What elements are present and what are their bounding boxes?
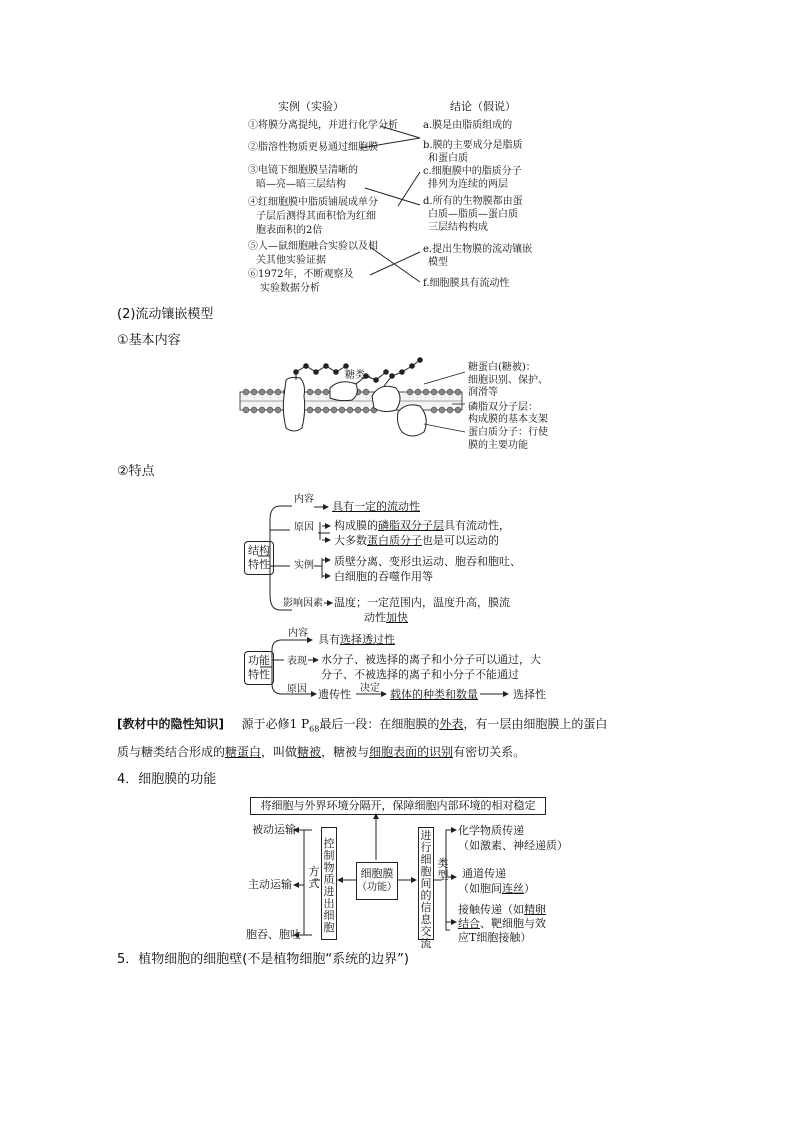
hidden-line1a: 源于必修1 P: [241, 717, 310, 731]
experiment-3-line2: 暗—亮—暗三层结构: [256, 179, 346, 190]
function-reason-c: 选择性: [513, 688, 546, 701]
conclusion-e-line1: e.提出生物膜的流动镶嵌: [423, 244, 533, 255]
function-reason-b: 载体的种类和数量: [390, 688, 478, 701]
type-label: 类型: [437, 857, 449, 882]
structure-box-line1: 结构: [248, 544, 270, 557]
function-trait-line2: 特性: [248, 668, 270, 681]
structure-content-text: [332, 500, 420, 514]
contact-transfer-1: [458, 903, 546, 917]
hidden-line1c: 外表: [439, 717, 464, 731]
conclusion-b-line2: 和蛋白质: [428, 153, 468, 164]
control-box: [321, 827, 337, 940]
structure-reason-1c: 具有流动性，: [444, 519, 510, 532]
structure-content-value: 具有一定的流动性: [332, 500, 420, 513]
conclusion-d-line1: d.所有的生物膜都由蛋: [423, 196, 523, 207]
function-perf-1: 水分子、被选择的离子和小分子可以通过，大: [321, 653, 541, 666]
membrane-bilayer-2: 构成膜的基本支架: [468, 414, 548, 425]
structure-content-label: 内容: [294, 494, 314, 505]
center-box-line2: （功能）: [357, 882, 397, 893]
membrane-bilayer-1: 磷脂双分子层：: [468, 402, 538, 413]
structure-reason-2a: 大多数: [334, 534, 367, 547]
function-perf-2: 分子、不被选择的离子和小分子不能通过: [321, 668, 519, 681]
center-box: [356, 862, 398, 900]
membrane-glyco-1: 糖蛋白(糖被)：: [468, 362, 536, 373]
experiment-4-line3: 胞表面积的2倍: [256, 225, 323, 236]
hidden-line2a: 质与糖类结合形成的: [117, 745, 226, 759]
passive-transport: 被动运输: [252, 823, 296, 836]
hidden-knowledge-tag: [教材中的隐性知识]: [117, 717, 224, 731]
contact-transfer-1a: 接触传递（如: [458, 903, 524, 916]
experiments-right-title: 结论（假说）: [450, 100, 516, 113]
structure-reason-label: 原因: [294, 522, 314, 533]
structure-factor-1: 温度；一定范围内，温度升高，膜流: [334, 596, 510, 609]
section4-heading: 4．细胞膜的功能: [117, 772, 217, 787]
experiment-4-line1: ④红细胞膜中脂质铺展成单分: [248, 197, 378, 208]
structure-box: [244, 541, 274, 575]
endo-exocytosis: 胞吞、胞吐: [246, 928, 301, 941]
structure-reason-1a: 构成膜的: [334, 519, 378, 532]
hidden-knowledge-line2: [117, 744, 525, 760]
chem-transfer-2: （如激素、神经递质）: [458, 839, 568, 852]
hidden-line1d: ，有一层由细胞膜上的蛋白: [463, 717, 608, 731]
membrane-glyco-2: 细胞识别、保护、: [468, 375, 548, 386]
contact-transfer-3: 应T细胞接触）: [458, 931, 532, 944]
conclusion-c-line2: 排列为连续的两层: [428, 179, 508, 190]
membrane-glyco-3: 润滑等: [468, 387, 498, 398]
conclusion-b-line1: b.膜的主要成分是脂质: [423, 140, 523, 151]
experiment-5-line1: ⑤人—鼠细胞融合实验以及相: [248, 241, 378, 252]
control-box-text: 控制物质进出细胞: [323, 837, 335, 934]
function-content-a: 具有: [318, 633, 340, 646]
channel-transfer-2b: 连丝: [502, 882, 524, 895]
function-content-text: [318, 633, 395, 647]
structure-reason-line2: [334, 534, 499, 548]
structure-factor-label: 影响因素: [283, 598, 323, 609]
exchange-box-text: 进行细胞间的信息交流: [420, 829, 432, 950]
section4-top-box-text: 将细胞与外界环境分隔开，保障细胞内部环境的相对稳定: [260, 799, 536, 812]
function-perf-label: 表现: [287, 656, 307, 667]
conclusion-e-line2: 模型: [428, 257, 448, 268]
structure-factor-2b: 加快: [386, 611, 408, 624]
function-content-label: 内容: [288, 628, 308, 639]
experiment-3-line1: ③电镜下细胞膜呈清晰的: [248, 165, 358, 176]
hidden-line2f: 细胞表面的识别: [369, 745, 454, 759]
conclusion-a: a.膜是由脂质组成的: [423, 120, 513, 131]
function-reason-label: 原因: [287, 684, 307, 695]
experiment-1: ①将膜分离提纯，并进行化学分析: [248, 120, 398, 131]
hidden-line2e: ，糖被与: [321, 745, 370, 759]
membrane-protein-2: 膜的主要功能: [468, 440, 528, 451]
structure-example-1: 质壁分离、变形虫运动、胞吞和胞吐、: [334, 555, 521, 568]
structure-factor-2a: 动性: [364, 611, 386, 624]
structure-reason-2c: 也是可以运动的: [422, 534, 499, 547]
section4-top-box: [250, 797, 546, 815]
hidden-line2b: 糖蛋白: [225, 745, 262, 759]
experiment-2: ②脂溶性物质更易通过细胞膜: [248, 142, 378, 153]
conclusion-f: f.细胞膜具有流动性: [423, 278, 510, 289]
structure-example-2: 白细胞的吞噬作用等: [334, 570, 433, 583]
membrane-protein-1: 蛋白质分子：行使: [468, 427, 548, 438]
hidden-line1sub: 68: [309, 724, 320, 734]
experiments-left-title: 实例（实验）: [278, 100, 344, 113]
contact-transfer-2: [458, 917, 546, 931]
membrane-sugar-label: 糖类: [345, 370, 365, 381]
experiment-4-line2: 子层后测得其面积恰为红细: [256, 211, 376, 222]
active-transport: 主动运输: [248, 878, 292, 891]
contact-transfer-2a: 结合: [458, 917, 480, 930]
section2-sub2: ②特点: [117, 464, 155, 479]
experiment-5-line2: 关其他实验证据: [256, 255, 326, 266]
structure-reason-2b: 蛋白质分子: [367, 534, 422, 547]
function-content-b: 选择透过性: [340, 633, 395, 646]
structure-reason-line1: [334, 519, 510, 533]
channel-transfer-2a: （如胞间: [458, 882, 502, 895]
hidden-line1b: 最后一段：在细胞膜的: [319, 717, 440, 731]
hidden-line2g: 有密切关系。: [453, 745, 526, 759]
section2-sub1: ①基本内容: [117, 333, 181, 348]
channel-transfer-1: 通道传递: [462, 867, 506, 880]
conclusion-d-line3: 三层结构构成: [428, 222, 488, 233]
experiment-6-line2: 实验数据分析: [260, 283, 320, 294]
function-reason-decides: 决定: [360, 683, 380, 694]
contact-transfer-1b: 精卵: [524, 903, 546, 916]
contact-transfer-2b: 、靶细胞与效: [480, 917, 546, 930]
chem-transfer-1: 化学物质传递: [458, 824, 524, 837]
channel-transfer-2: [458, 882, 535, 896]
channel-transfer-2c: ）: [524, 882, 535, 895]
conclusion-d-line2: 白质—脂质—蛋白质: [428, 209, 518, 220]
experiment-6-line1: ⑥1972年，不断观察及: [248, 269, 354, 280]
function-trait-box: [244, 651, 274, 685]
structure-reason-1b: 磷脂双分子层: [378, 519, 444, 532]
section2-heading: (2)流动镶嵌模型: [117, 307, 214, 322]
conclusion-c-line1: c.细胞膜中的脂质分子: [423, 166, 522, 177]
method-label: 方式: [308, 865, 320, 890]
hidden-line2d: 糖被: [297, 745, 322, 759]
exchange-box: [418, 827, 434, 950]
function-reason-a: 遗传性: [318, 688, 351, 701]
structure-box-line2: 特性: [248, 558, 270, 571]
hidden-line2c: ，叫做: [261, 745, 298, 759]
center-box-line1: 细胞膜: [360, 867, 394, 880]
section5-heading: 5．植物细胞的细胞壁(不是植物细胞“系统的边界”): [117, 952, 409, 967]
hidden-knowledge-line1: [117, 716, 607, 737]
function-trait-line1: 功能: [248, 654, 270, 667]
structure-example-label: 实例: [294, 560, 314, 571]
structure-factor-2: [364, 611, 408, 625]
